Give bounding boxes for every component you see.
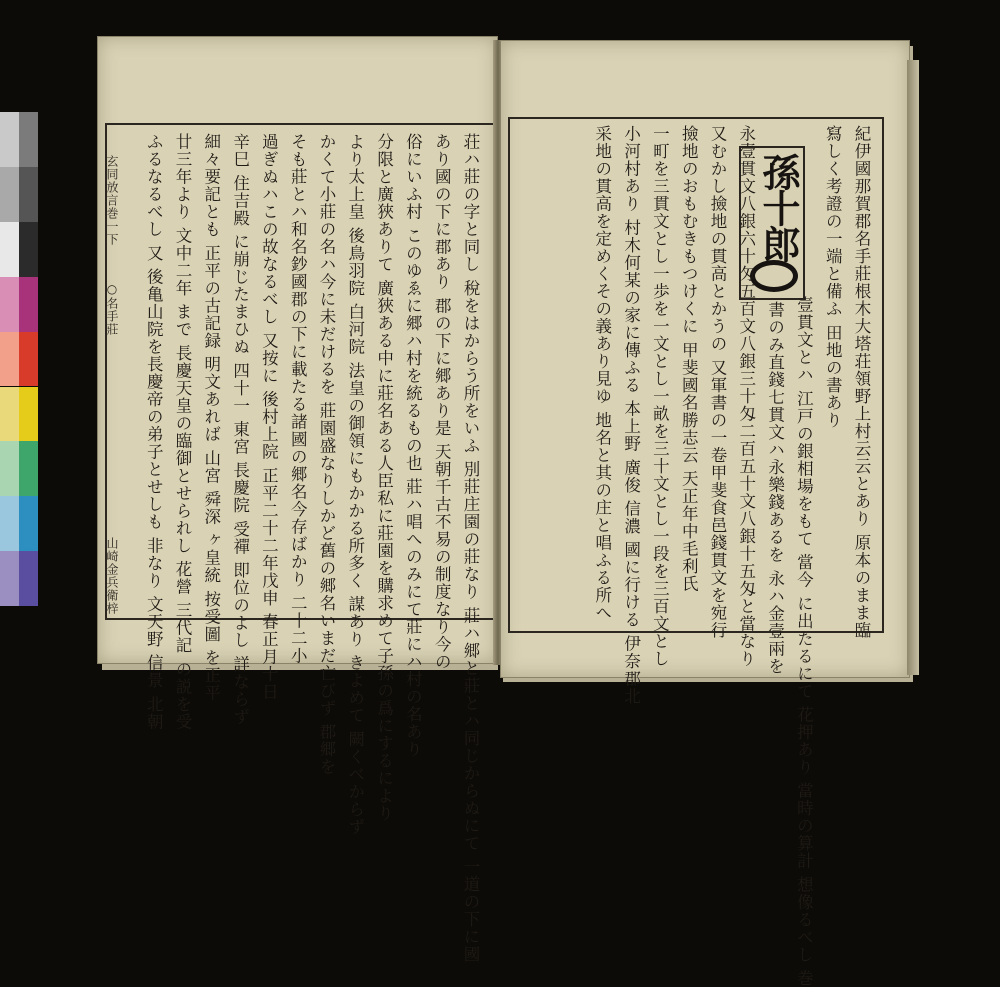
calibration-swatch bbox=[0, 112, 38, 167]
swatch-light bbox=[0, 222, 19, 277]
swatch-dark bbox=[19, 167, 38, 222]
left-text-column: より太上皇 後鳥羽院 白河院 法皇の御領にもかかる所多く 謀あり きよめて 闕くべからず bbox=[345, 133, 365, 836]
left-text-column: 廿三年より 文中二年 まで 長慶天皇の臨御とせられし 花營 三代記 の説を受 bbox=[173, 133, 192, 731]
right-text-column: 小河村あり 村木何某の家に傳ふる 本上野 廣俊 信濃 國に行ける 伊奈郡北 bbox=[621, 125, 641, 705]
swatch-dark bbox=[19, 441, 38, 496]
swatch-light bbox=[0, 167, 19, 222]
calibration-swatch bbox=[0, 387, 38, 442]
calibration-swatch bbox=[0, 496, 38, 551]
swatch-light bbox=[0, 387, 19, 442]
right-page bbox=[500, 40, 910, 987]
left-text-column: かくて小莊の名ハ今に未だけるを 莊園盛なりしかど舊の郷名いまだ亡びず 郡郷を bbox=[317, 133, 336, 776]
left-text-column: 荘ハ莊の字と同し 稅をはからう所をいふ 別莊庄園の莊なり 莊ハ郷と莊とハ同じからぬにて 一道の下に國 bbox=[461, 133, 480, 963]
swatch-light bbox=[0, 551, 19, 606]
left-text-column: 分限と廣狹ありて 廣狹ある中に莊名ある人臣私に莊園を購求めて子孫の爲にするにより bbox=[374, 133, 394, 822]
swatch-dark bbox=[19, 222, 38, 277]
left-text-column: 細々要記とも 正平の古記録 明文あれば 山宮 舜深 ヶ皇統 按受圖 を正平 bbox=[201, 133, 221, 702]
swatch-light bbox=[0, 112, 19, 167]
swatch-light bbox=[0, 441, 19, 496]
swatch-light bbox=[0, 332, 19, 387]
calibration-swatch bbox=[0, 332, 38, 387]
swatch-dark bbox=[19, 496, 38, 551]
right-text-column: 一町を三貫文とし一歩を一文とし一畝を三十文とし一段を三百文とし bbox=[650, 125, 670, 668]
title-glyph: 孫十郎 bbox=[756, 153, 801, 261]
calibration-swatch bbox=[0, 551, 38, 606]
right-text-column: 又むかし撿地の貫高とかうの 又軍書の一卷甲斐食邑錢貫文を宛行 bbox=[708, 125, 727, 639]
right-text-column: 永壹貫文八銀六十匁五百文八銀三十匁二百五十文八銀十五匁と當なり bbox=[736, 125, 756, 668]
swatch-dark bbox=[19, 332, 38, 387]
left-text-column: ふるなるべし 又 後亀山院を長慶帝の弟子とせしも 非なり 文天野 信景 北朝 bbox=[144, 133, 164, 731]
publisher-mark: 山崎金兵衛梓 bbox=[105, 537, 119, 615]
color-calibration-bar bbox=[0, 112, 38, 606]
calibration-swatch bbox=[0, 222, 38, 277]
right-text-column: 寫しく考證の一端と備ふ 田地の書あり bbox=[823, 125, 843, 429]
left-text-column: あり國の下に郡あり 郡の下に郷あり是 天朝千古不易の制度なり今の bbox=[432, 133, 452, 671]
right-text-column: 撿地のおもむきもつけくに 甲斐國名勝志云 天正年中毛利氏 bbox=[679, 125, 699, 593]
swatch-light bbox=[0, 496, 19, 551]
right-short-column: 書のみ直錢七貫文ハ永樂錢あるを 永ハ金壹兩を bbox=[765, 301, 785, 675]
swatch-dark bbox=[19, 387, 38, 442]
right-text-column: 采地の貫高を定めくその義あり見ゆ 地名と其の庄と唱ふる所へ bbox=[592, 125, 612, 622]
calibration-swatch bbox=[0, 167, 38, 222]
calibration-swatch bbox=[0, 277, 38, 332]
left-text-column: 俗にいふ村 このゆゑに郷ハ村を統るもの也 莊ハ唱へのみにて莊にハ村の名あり bbox=[403, 133, 423, 758]
margin-title: 玄同放言巻一下 bbox=[105, 155, 119, 246]
left-page bbox=[97, 36, 498, 963]
right-text-column: 紀伊國那賀郡名手莊根木大塔荘領野上村云云とあり 原本のまま臨 bbox=[852, 125, 871, 639]
swatch-dark bbox=[19, 551, 38, 606]
seal-mark bbox=[750, 260, 798, 292]
right-short-column: 壹貫文とハ 江戸の銀相場をもて 當今 に出たるにて 花押あり 當時の算計 想像るべし 巻 bbox=[794, 296, 814, 987]
left-text-column: 辛巳 住吉殿 に崩じたまひぬ 四十一 東宮 長慶院 受禪 即位のよし 詳ならず bbox=[230, 133, 250, 726]
left-text-column: 過ぎぬハこの故なるべし 又按に 後村上院 正平二十二年戊申 春正月十日 bbox=[259, 133, 279, 701]
right-page-fore-edge bbox=[907, 60, 919, 675]
swatch-dark bbox=[19, 112, 38, 167]
left-text-column: そも莊とハ和名鈔國郡の下に載たる諸國の郷名今存ばかり 二十二小 bbox=[288, 133, 308, 665]
calibration-swatch bbox=[0, 441, 38, 496]
margin-label: ○名手莊 bbox=[105, 282, 119, 336]
swatch-dark bbox=[19, 277, 38, 332]
swatch-light bbox=[0, 277, 19, 332]
